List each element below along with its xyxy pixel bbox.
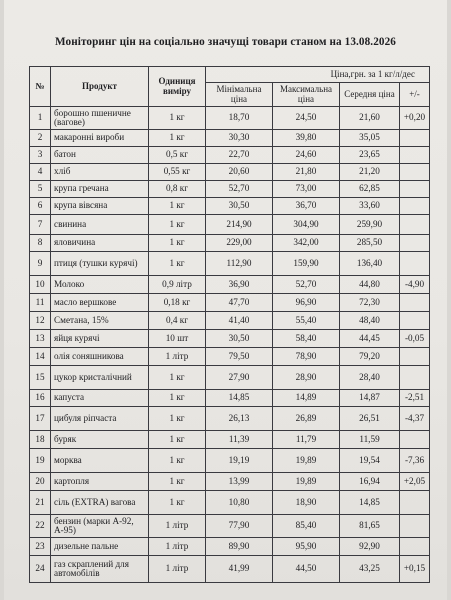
cell-avg-price: 28,40 (340, 366, 400, 390)
cell-min-price: 19,19 (206, 449, 273, 473)
cell-avg-price: 44,80 (340, 276, 400, 294)
cell-max-price: 28,90 (273, 366, 340, 390)
table-row (30, 215, 430, 235)
cell-change (400, 130, 430, 147)
table-row (30, 294, 430, 312)
header-min-price: Мінімальна ціна (206, 83, 273, 107)
cell-avg-price: 79,20 (340, 348, 400, 366)
cell-max-price: 18,90 (273, 491, 340, 515)
cell-max-price: 304,90 (273, 215, 340, 235)
cell-min-price: 89,90 (206, 538, 273, 556)
cell-avg-price: 44,45 (340, 330, 400, 348)
cell-product: бензин (марки А-92, А-95) (51, 515, 149, 538)
cell-num: 24 (30, 556, 51, 583)
cell-min-price: 79,50 (206, 348, 273, 366)
cell-product: крупа вівсяна (51, 198, 149, 215)
cell-num: 2 (30, 130, 51, 147)
cell-unit: 0,8 кг (149, 181, 206, 198)
cell-num: 16 (30, 390, 51, 407)
cell-num: 10 (30, 276, 51, 294)
cell-product: макаронні вироби (51, 130, 149, 147)
cell-num: 3 (30, 147, 51, 164)
table-row (30, 491, 430, 515)
cell-product: яловичина (51, 235, 149, 252)
cell-unit: 1 кг (149, 130, 206, 147)
cell-unit: 1 кг (149, 431, 206, 449)
cell-max-price: 24,50 (273, 107, 340, 130)
cell-unit: 1 кг (149, 473, 206, 491)
cell-max-price: 58,40 (273, 330, 340, 348)
header-max-price: Максимальна ціна (273, 83, 340, 107)
cell-min-price: 20,60 (206, 164, 273, 181)
cell-change (400, 348, 430, 366)
cell-unit: 1 літр (149, 556, 206, 583)
cell-change (400, 181, 430, 198)
cell-max-price: 24,60 (273, 147, 340, 164)
cell-min-price: 11,39 (206, 431, 273, 449)
cell-avg-price: 35,05 (340, 130, 400, 147)
cell-unit: 1 кг (149, 390, 206, 407)
cell-min-price: 10,80 (206, 491, 273, 515)
cell-product: газ скраплений для автомобілів (51, 556, 149, 583)
cell-change (400, 312, 430, 330)
table-row (30, 147, 430, 164)
cell-max-price: 36,70 (273, 198, 340, 215)
cell-max-price: 19,89 (273, 473, 340, 491)
cell-avg-price: 48,40 (340, 312, 400, 330)
cell-change: +2,05 (400, 473, 430, 491)
cell-num: 1 (30, 107, 51, 130)
cell-product: картопля (51, 473, 149, 491)
cell-change (400, 515, 430, 538)
cell-unit: 1 кг (149, 215, 206, 235)
table-row (30, 431, 430, 449)
cell-change (400, 164, 430, 181)
cell-avg-price: 16,94 (340, 473, 400, 491)
cell-unit: 1 кг (149, 491, 206, 515)
cell-max-price: 52,70 (273, 276, 340, 294)
table-row (30, 449, 430, 473)
table-row (30, 515, 430, 538)
cell-max-price: 342,00 (273, 235, 340, 252)
cell-max-price: 78,90 (273, 348, 340, 366)
cell-product: Сметана, 15% (51, 312, 149, 330)
header-price-group: Ціна,грн. за 1 кг/л/дес (206, 67, 430, 83)
cell-product: олія соняшникова (51, 348, 149, 366)
cell-product: свинина (51, 215, 149, 235)
cell-num: 21 (30, 491, 51, 515)
table-row (30, 538, 430, 556)
cell-min-price: 27,90 (206, 366, 273, 390)
cell-avg-price: 72,30 (340, 294, 400, 312)
table-row (30, 407, 430, 431)
cell-num: 20 (30, 473, 51, 491)
cell-min-price: 214,90 (206, 215, 273, 235)
cell-product: капуста (51, 390, 149, 407)
cell-unit: 0,5 кг (149, 147, 206, 164)
cell-avg-price: 81,65 (340, 515, 400, 538)
cell-product: Молоко (51, 276, 149, 294)
cell-change: -4,37 (400, 407, 430, 431)
cell-max-price: 19,89 (273, 449, 340, 473)
cell-unit: 1 кг (149, 366, 206, 390)
header-change: +/- (400, 83, 430, 107)
cell-change (400, 215, 430, 235)
cell-num: 14 (30, 348, 51, 366)
cell-avg-price: 136,40 (340, 252, 400, 276)
cell-min-price: 18,70 (206, 107, 273, 130)
cell-min-price: 36,90 (206, 276, 273, 294)
cell-change (400, 538, 430, 556)
cell-min-price: 52,70 (206, 181, 273, 198)
cell-change: +0,20 (400, 107, 430, 130)
cell-avg-price: 23,65 (340, 147, 400, 164)
cell-change: -4,90 (400, 276, 430, 294)
document-title: Моніторинг цін на соціально значущі товари станом на 13.08.2026 (55, 36, 396, 48)
cell-num: 5 (30, 181, 51, 198)
cell-unit: 1 літр (149, 515, 206, 538)
cell-unit: 0,9 літр (149, 276, 206, 294)
cell-min-price: 77,90 (206, 515, 273, 538)
cell-unit: 1 кг (149, 449, 206, 473)
cell-product: крупа гречана (51, 181, 149, 198)
cell-min-price: 41,99 (206, 556, 273, 583)
cell-avg-price: 21,60 (340, 107, 400, 130)
cell-num: 7 (30, 215, 51, 235)
cell-avg-price: 259,90 (340, 215, 400, 235)
cell-min-price: 229,00 (206, 235, 273, 252)
cell-change: +0,15 (400, 556, 430, 583)
cell-max-price: 39,80 (273, 130, 340, 147)
table-row (30, 164, 430, 181)
cell-product: батон (51, 147, 149, 164)
cell-max-price: 14,89 (273, 390, 340, 407)
table-row (30, 235, 430, 252)
table-row (30, 348, 430, 366)
cell-max-price: 96,90 (273, 294, 340, 312)
header-product: Продукт (51, 67, 149, 107)
cell-max-price: 73,00 (273, 181, 340, 198)
cell-unit: 0,18 кг (149, 294, 206, 312)
cell-product: яйця курячі (51, 330, 149, 348)
cell-num: 23 (30, 538, 51, 556)
cell-product: масло вершкове (51, 294, 149, 312)
cell-num: 8 (30, 235, 51, 252)
cell-product: морква (51, 449, 149, 473)
cell-change (400, 235, 430, 252)
cell-product: хліб (51, 164, 149, 181)
cell-min-price: 13,99 (206, 473, 273, 491)
cell-avg-price: 14,87 (340, 390, 400, 407)
cell-change (400, 491, 430, 515)
cell-unit: 1 кг (149, 198, 206, 215)
cell-avg-price: 33,60 (340, 198, 400, 215)
cell-max-price: 55,40 (273, 312, 340, 330)
cell-unit: 0,55 кг (149, 164, 206, 181)
cell-num: 4 (30, 164, 51, 181)
cell-num: 13 (30, 330, 51, 348)
cell-change (400, 147, 430, 164)
cell-unit: 1 кг (149, 235, 206, 252)
table-row (30, 556, 430, 583)
cell-product: сіль (EXTRA) вагова (51, 491, 149, 515)
cell-unit: 10 шт (149, 330, 206, 348)
cell-avg-price: 21,20 (340, 164, 400, 181)
cell-min-price: 14,85 (206, 390, 273, 407)
header-avg-price: Середня ціна (340, 83, 400, 107)
cell-num: 17 (30, 407, 51, 431)
cell-num: 12 (30, 312, 51, 330)
cell-avg-price: 14,85 (340, 491, 400, 515)
cell-change (400, 252, 430, 276)
cell-avg-price: 19,54 (340, 449, 400, 473)
table-row (30, 330, 430, 348)
cell-avg-price: 43,25 (340, 556, 400, 583)
table-row (30, 390, 430, 407)
cell-unit: 1 кг (149, 407, 206, 431)
cell-avg-price: 285,50 (340, 235, 400, 252)
cell-num: 6 (30, 198, 51, 215)
cell-change (400, 294, 430, 312)
cell-avg-price: 62,85 (340, 181, 400, 198)
cell-change (400, 366, 430, 390)
cell-max-price: 85,40 (273, 515, 340, 538)
cell-product: дизельне пальне (51, 538, 149, 556)
cell-min-price: 47,70 (206, 294, 273, 312)
table-row (30, 473, 430, 491)
cell-max-price: 95,90 (273, 538, 340, 556)
cell-product: птиця (тушки курячі) (51, 252, 149, 276)
cell-change: -2,51 (400, 390, 430, 407)
price-table-body (30, 107, 430, 583)
cell-num: 19 (30, 449, 51, 473)
cell-change: -0,05 (400, 330, 430, 348)
cell-num: 9 (30, 252, 51, 276)
cell-num: 22 (30, 515, 51, 538)
cell-unit: 1 кг (149, 107, 206, 130)
table-row (30, 366, 430, 390)
price-table (29, 66, 430, 583)
table-row (30, 252, 430, 276)
cell-min-price: 30,50 (206, 330, 273, 348)
cell-product: цукор кристалічний (51, 366, 149, 390)
table-row (30, 312, 430, 330)
cell-unit: 0,4 кг (149, 312, 206, 330)
table-row (30, 276, 430, 294)
table-row (30, 107, 430, 130)
cell-num: 15 (30, 366, 51, 390)
cell-avg-price: 92,90 (340, 538, 400, 556)
cell-max-price: 21,80 (273, 164, 340, 181)
cell-max-price: 26,89 (273, 407, 340, 431)
cell-min-price: 112,90 (206, 252, 273, 276)
cell-avg-price: 26,51 (340, 407, 400, 431)
cell-max-price: 159,90 (273, 252, 340, 276)
cell-avg-price: 11,59 (340, 431, 400, 449)
table-row (30, 130, 430, 147)
cell-product: цибуля ріпчаста (51, 407, 149, 431)
cell-min-price: 22,70 (206, 147, 273, 164)
cell-max-price: 11,79 (273, 431, 340, 449)
cell-min-price: 41,40 (206, 312, 273, 330)
cell-unit: 1 літр (149, 538, 206, 556)
cell-product: буряк (51, 431, 149, 449)
cell-min-price: 26,13 (206, 407, 273, 431)
header-num: № (30, 67, 51, 107)
cell-num: 18 (30, 431, 51, 449)
cell-change (400, 198, 430, 215)
cell-change (400, 431, 430, 449)
cell-num: 11 (30, 294, 51, 312)
table-row (30, 181, 430, 198)
cell-max-price: 44,50 (273, 556, 340, 583)
cell-unit: 1 літр (149, 348, 206, 366)
cell-unit: 1 кг (149, 252, 206, 276)
header-unit: Одиниця виміру (149, 67, 206, 107)
table-row (30, 198, 430, 215)
cell-min-price: 30,30 (206, 130, 273, 147)
cell-product: борошно пшеничне (вагове) (51, 107, 149, 130)
cell-min-price: 30,50 (206, 198, 273, 215)
cell-change: -7,36 (400, 449, 430, 473)
